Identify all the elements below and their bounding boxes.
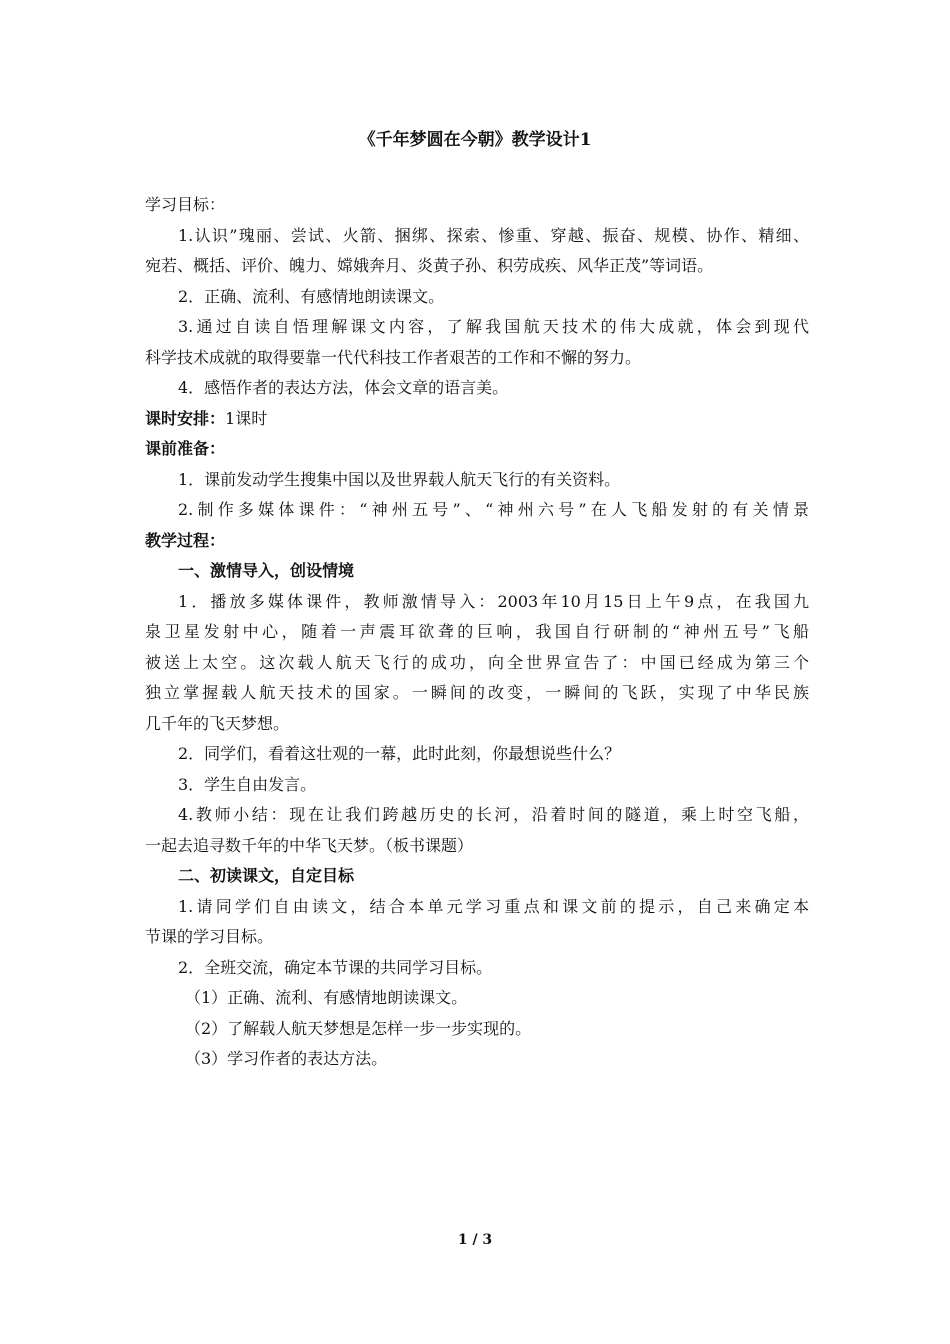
paragraph-line: 2.制作多媒体课件：“神州五号”、“神州六号”在人飞船发射的有关情景 [178, 500, 809, 519]
page-number: 1 / 3 [457, 1232, 493, 1248]
paragraph-line: 泉卫星发射中心，随着一声震耳欲聋的巨响，我国自行研制的“神州五号”飞船 [145, 622, 809, 641]
document-body [145, 190, 809, 1075]
section-heading-1: 一、激情导入，创设情境 [178, 561, 355, 580]
paragraph-line: 节课的学习目标。 [145, 927, 274, 946]
list-item: （1）正确、流利、有感情地朗读课文。 [185, 988, 468, 1007]
paragraph-line: 2．全班交流，确定本节课的共同学习目标。 [178, 957, 493, 977]
process-label: 教学过程： [145, 530, 226, 550]
paragraph-line: 1.认识”瑰丽、尝试、火箭、捆绑、探索、惨重、穿越、振奋、规模、协作、精细、 [178, 225, 809, 245]
paragraph-line: 1．播放多媒体课件，教师激情导入：2003年10月15日上午9点，在我国九 [178, 591, 809, 611]
document-title: 《千年梦圆在今朝》教学设计1 [358, 130, 592, 150]
paragraph-line: 独立掌握载人航天技术的国家。一瞬间的改变，一瞬间的飞跃，实现了中华民族 [145, 683, 809, 702]
paragraph-line: 2．同学们，看着这壮观的一幕，此时此刻，你最想说些什么？ [178, 744, 621, 763]
schedule-label: 课时安排： [145, 408, 226, 428]
paragraph-line: 3．学生自由发言。 [178, 774, 317, 794]
paragraph-line: 3.通过自读自悟理解课文内容，了解我国航天技术的伟大成就，体会到现代 [178, 317, 809, 336]
paragraph-line: 几千年的飞天梦想。 [145, 713, 290, 733]
paragraph-line: 4.教师小结：现在让我们跨越历史的长河，沿着时间的隧道，乘上时空飞船， [178, 805, 809, 824]
section-heading-2: 二、初读课文，自定目标 [178, 866, 355, 885]
paragraph-line: 1.请同学们自由读文，结合本单元学习重点和课文前的提示，自己来确定本 [178, 896, 809, 916]
section-heading-objectives: 学习目标： [145, 195, 226, 214]
prep-label: 课前准备： [145, 439, 226, 458]
schedule-value: 1课时 [225, 408, 268, 428]
paragraph-line: 一起去追寻数千年的中华飞天梦。（板书课题） [145, 835, 474, 855]
schedule-line [145, 404, 809, 435]
list-item: （2）了解载人航天梦想是怎样一步一步实现的。 [185, 1018, 532, 1038]
paragraph-line: 被送上太空。这次载人航天飞行的成功，向全世界宣告了：中国已经成为第三个 [145, 652, 809, 672]
paragraph-line: 4．感悟作者的表达方法，体会文章的语言美。 [178, 378, 509, 397]
paragraph-line: 宛若、概括、评价、魄力、嫦娥奔月、炎黄子孙、积劳成疾、风华正茂”等词语。 [145, 256, 714, 275]
list-item: （3）学习作者的表达方法。 [185, 1049, 388, 1068]
paragraph-line: 2．正确、流利、有感情地朗读课文。 [178, 286, 445, 306]
paragraph-line: 科学技术成就的取得要靠一代代科技工作者艰苦的工作和不懈的努力。 [145, 347, 642, 367]
paragraph-line: 1．课前发动学生搜集中国以及世界载人航天飞行的有关资料。 [178, 469, 621, 489]
